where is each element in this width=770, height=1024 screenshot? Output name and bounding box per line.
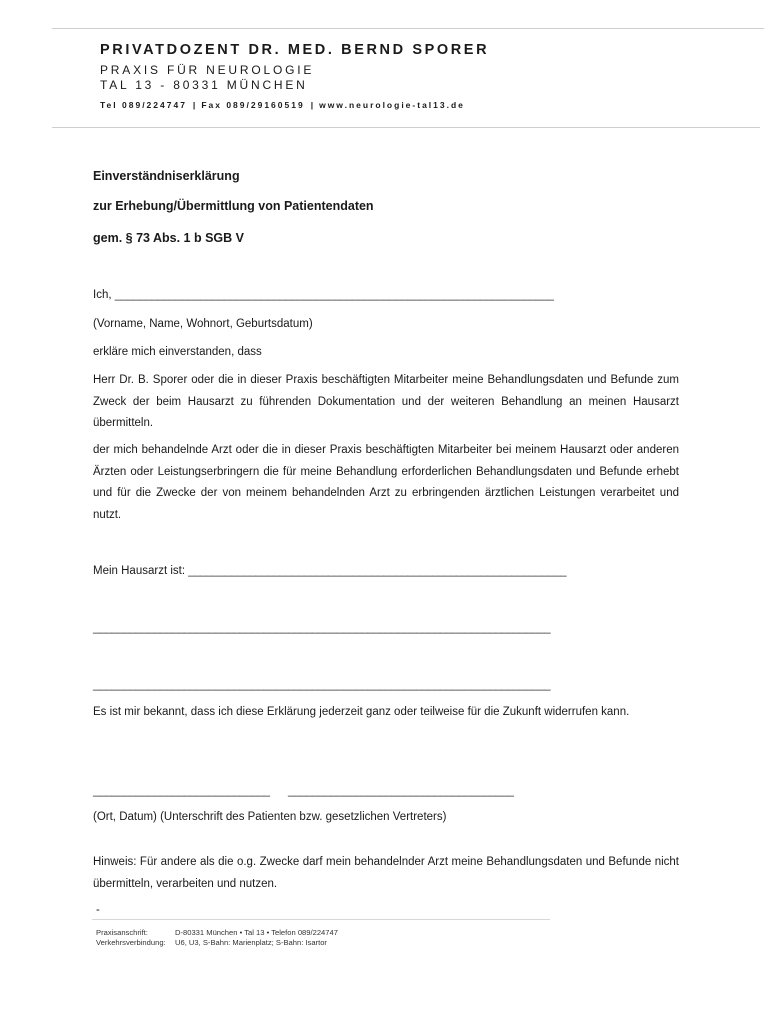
consent-paragraph-2: der mich behandelnde Arzt oder die in dieser Praxis beschäftigten Mitarbeiter bei meinem Hausarzt oder anderen Ärzten oder Leistungserbringern die für meine Behandlung erforderlichen Behandlungsdaten und Befunde erhebt und für die Zwecke der von meinem behandelnden Arzt zu erbringenden ärztlichen Leistungen verarbeitet und nutzt. (93, 444, 679, 521)
gp-blank-line-1[interactable]: ___________________________________________________________________________ (93, 622, 551, 634)
doctor-name: PRIVATDOZENT DR. MED. BERND SPORER (100, 42, 490, 58)
gp-field[interactable] (93, 565, 566, 577)
legal-reference: gem. § 73 Abs. 1 b SGB V (93, 231, 244, 245)
separator: | (192, 100, 196, 110)
consent-intro: erkläre mich einverstanden, dass (93, 346, 262, 358)
note-paragraph: Hinweis: Für andere als die o.g. Zwecke darf mein behandelnder Arzt meine Behandlungsdaten und Befunde nicht übermitteln, verarbeiten und nutzen. (93, 856, 679, 890)
footer-rule (92, 919, 550, 920)
gp-label: Mein Hausarzt ist: (93, 565, 186, 577)
document-subtitle: zur Erhebung/Übermittlung von Patientendaten (93, 199, 374, 213)
name-line[interactable]: ________________________________________________________________________ (114, 289, 554, 301)
contact-line (100, 100, 465, 110)
footer-transit-value: U6, U3, S-Bahn: Marienplatz; S-Bahn: Isartor (175, 938, 327, 947)
separator: | (310, 100, 314, 110)
fax-number: Fax 089/29160519 (201, 100, 305, 110)
signature-hint: (Ort, Datum) (Unterschrift des Patienten bzw. gesetzlichen Vertreters) (93, 811, 447, 823)
footer-address-label: Praxisanschrift: (96, 928, 148, 937)
name-field[interactable] (93, 289, 554, 301)
gp-line[interactable]: ______________________________________________________________ (188, 565, 567, 577)
consent-paragraph-1: Herr Dr. B. Sporer oder die in dieser Praxis beschäftigten Mitarbeiter meine Behandlungsdaten und Befunde zum Zweck der beim Hausarzt zu führenden Dokumentation und der weiteren Behandlung an meinen Hausarzt übermitteln. (93, 374, 679, 429)
website-link[interactable]: www.neurologie-tal13.de (319, 100, 465, 110)
document-title: Einverständniserklärung (93, 169, 240, 183)
signature-line[interactable]: _____________________________________ (288, 785, 514, 797)
header-bottom-rule (52, 127, 760, 128)
practice-address: TAL 13 - 80331 MÜNCHEN (100, 78, 308, 92)
gp-blank-line-2[interactable]: ___________________________________________________________________________ (93, 679, 551, 691)
name-hint: (Vorname, Name, Wohnort, Geburtsdatum) (93, 318, 313, 330)
footer-dash: - (96, 904, 100, 916)
footer-address-value: D-80331 München • Tal 13 • Telefon 089/224747 (175, 928, 338, 937)
practice-specialty: PRAXIS FÜR NEUROLOGIE (100, 63, 315, 77)
footer-transit-label: Verkehrsverbindung: (96, 938, 166, 947)
top-rule (52, 28, 764, 29)
phone-number: Tel 089/224747 (100, 100, 187, 110)
place-date-line[interactable]: _____________________________ (93, 785, 270, 797)
name-prefix: Ich, (93, 289, 112, 301)
revocation-notice: Es ist mir bekannt, dass ich diese Erklärung jederzeit ganz oder teilweise für die Zukunft widerrufen kann. (93, 706, 630, 718)
